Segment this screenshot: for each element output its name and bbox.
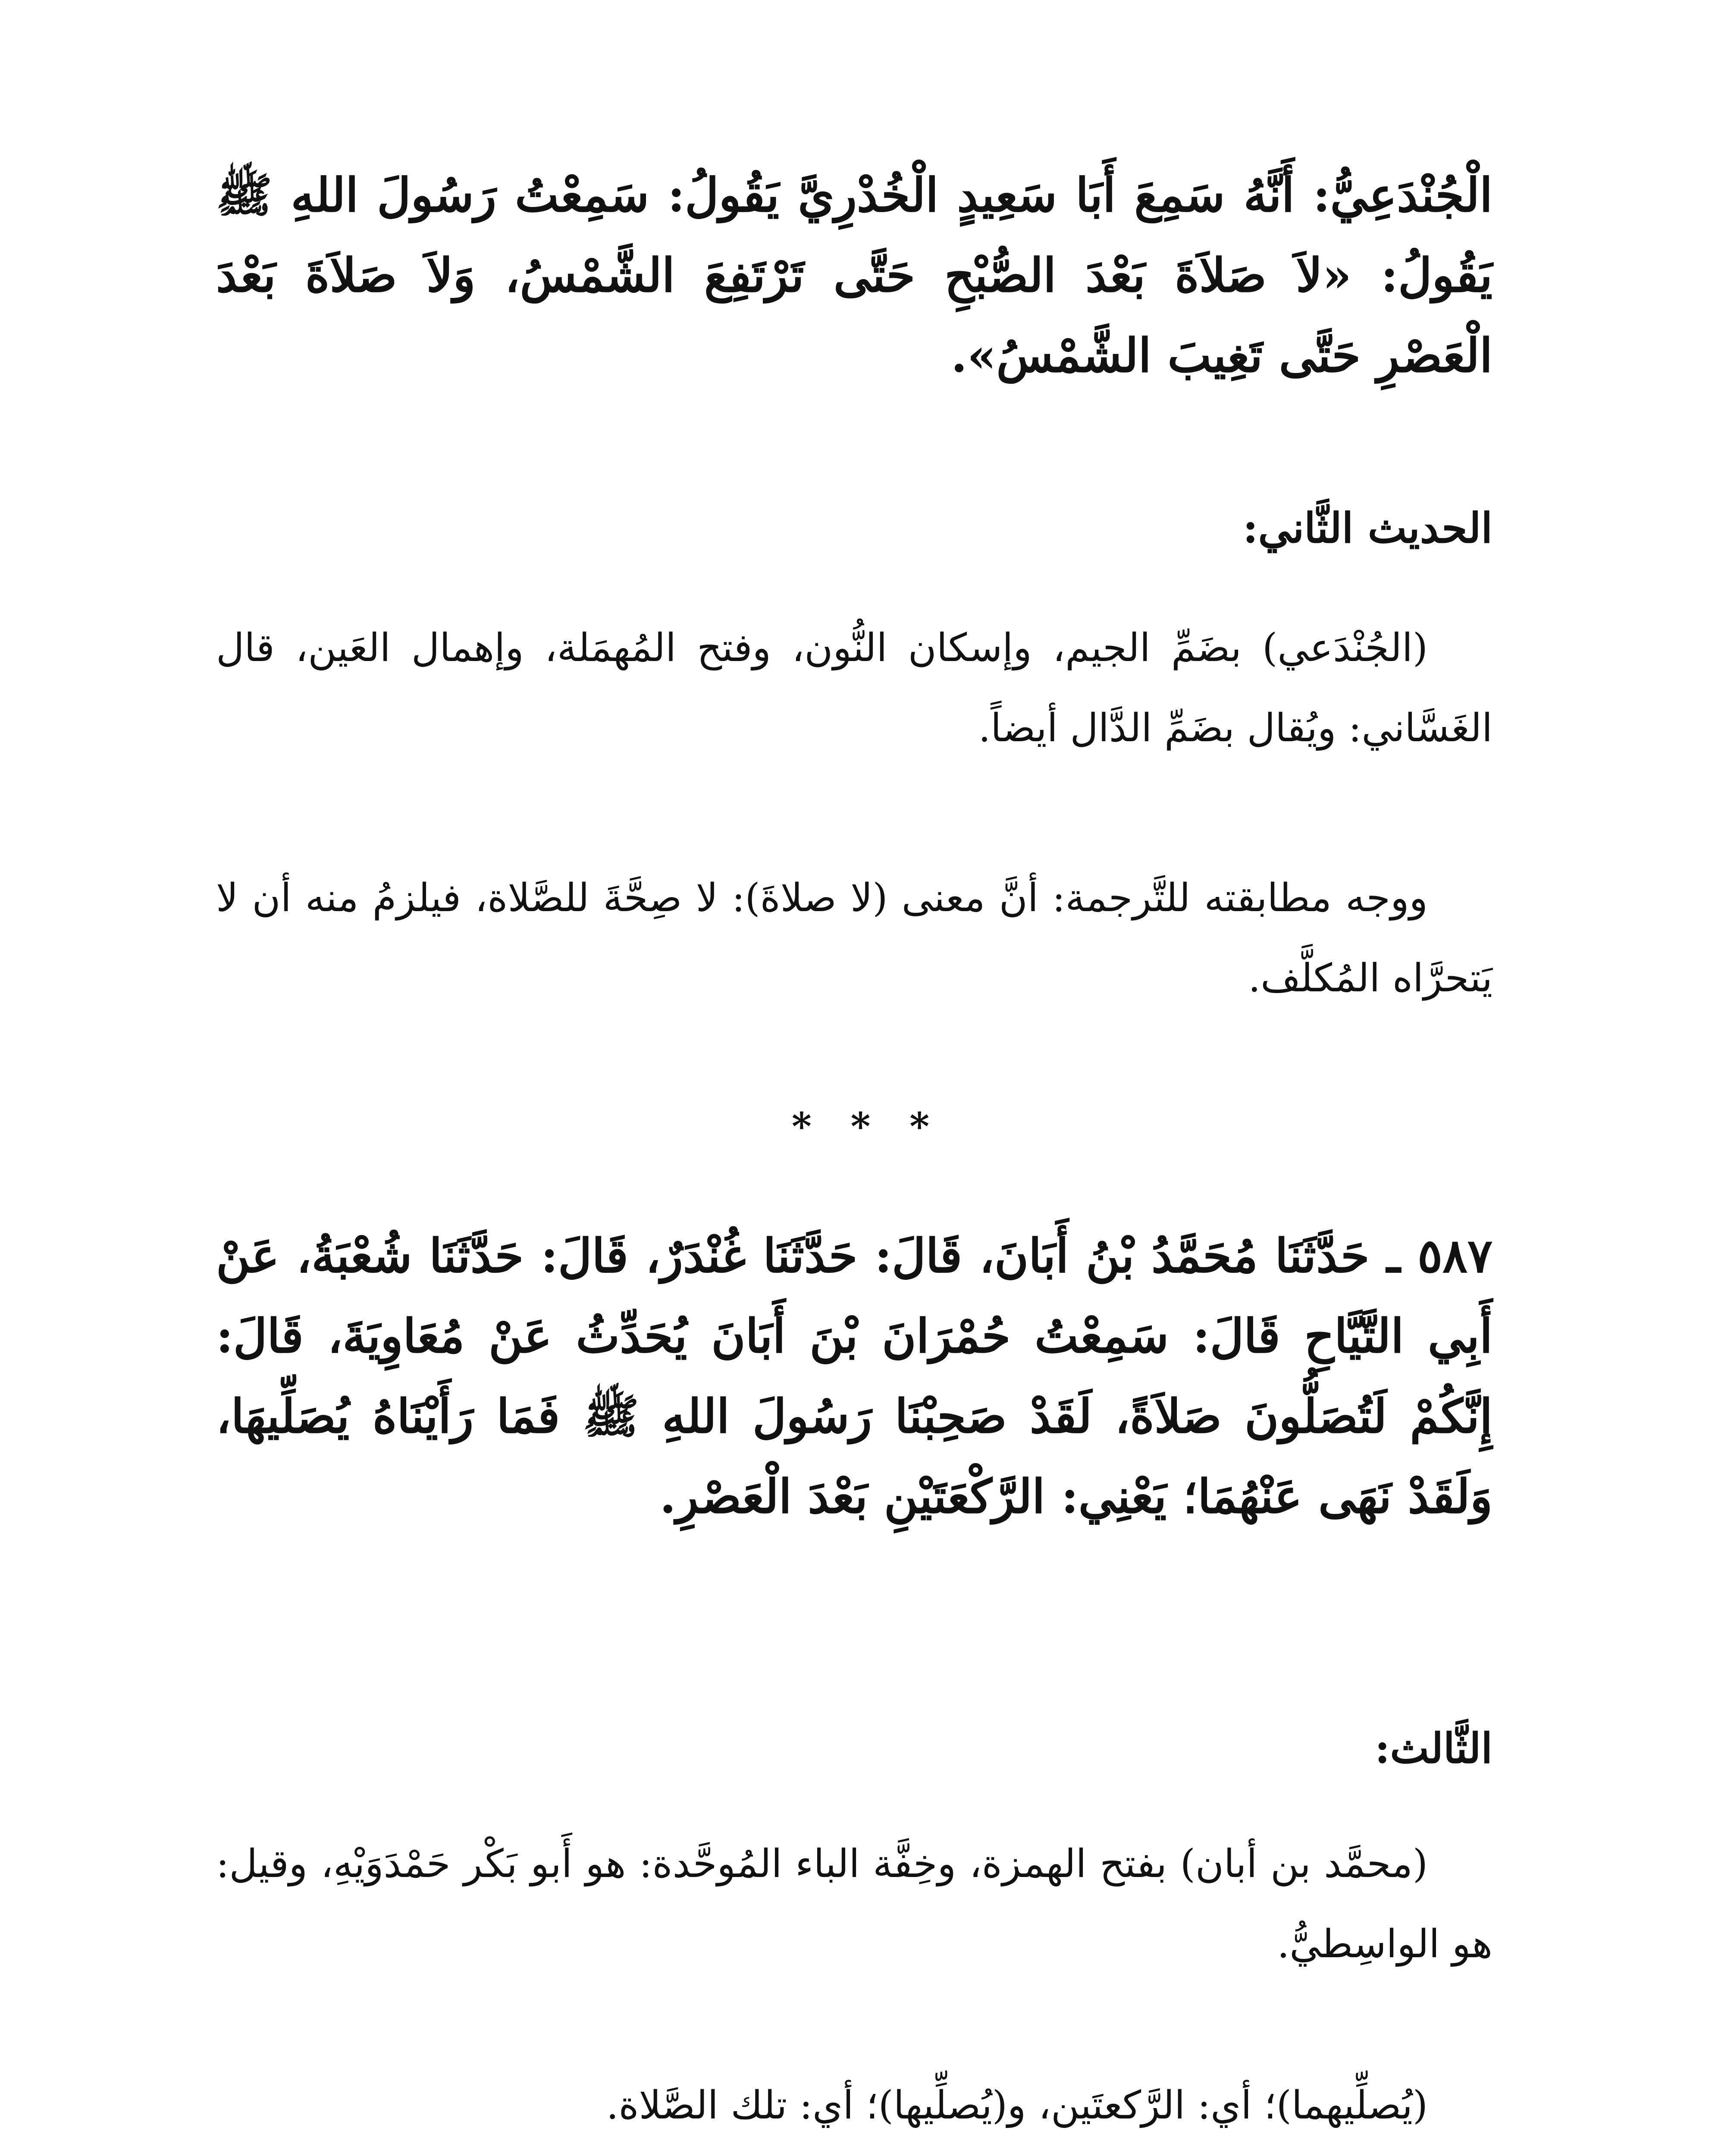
commentary-paragraph: (يُصلِّيهما)؛ أي: الرَّكعتَين، و(يُصلِّيها)؛ أي: تلك الصَّلاة. — [606, 2083, 1428, 2128]
section-separator: * * * — [791, 1104, 943, 1149]
section-heading-third: الثَّالث: — [1374, 1724, 1493, 1773]
commentary-paragraph: (الجُنْدَعي) بضَمِّ الجيم، وإسكان النُّون، وفتح المُهمَلة، وإهمال العَين، قال الغَسَّاني: ويُقال بضَمِّ الدَّال أيضاً. — [216, 625, 1493, 751]
section-heading-second-hadith: الحديث الثَّاني: — [1243, 504, 1493, 552]
hadith-text-continuation: الْجُنْدَعِيُّ: أَنَّهُ سَمِعَ أَبَا سَعِيدٍ الْخُدْرِيَّ يَقُولُ: سَمِعْتُ رَسُولَ اللهِ ﷺ يَقُولُ: «لاَ صَلاَةَ بَعْدَ الصُّبْحِ حَتَّى تَرْتَفِعَ الشَّمْسُ، وَلاَ صَلاَةَ بَعْدَ الْعَصْرِ حَتَّى تَغِيبَ الشَّمْسُ». — [216, 168, 1493, 383]
commentary-paragraph: (محمَّد بن أبان) بفتح الهمزة، وخِفَّة الباء المُوحَّدة: هو أَبو بَكْر حَمْدَوَيْهِ، وقيل: هو الواسِطيُّ. — [216, 1841, 1493, 1967]
hadith-587-text: ٥٨٧ ـ حَدَّثَنَا مُحَمَّدُ بْنُ أَبَانَ، قَالَ: حَدَّثَنَا غُنْدَرٌ، قَالَ: حَدَّثَنَا شُعْبَةُ، عَنْ أَبِي التَّيَّاحِ قَالَ: سَمِعْتُ حُمْرَانَ بْنَ أَبَانَ يُحَدِّثُ عَنْ مُعَاوِيَةَ، قَالَ: إِنَّكُمْ لَتُصَلُّونَ صَلاَةً، لَقَدْ صَحِبْنَا رَسُولَ اللهِ ﷺ فَمَا رَأَيْنَاهُ يُصَلِّيهَا، وَلَقَدْ نَهَى عَنْهُمَا؛ يَعْنِي: الرَّكْعَتَيْنِ بَعْدَ الْعَصْرِ. — [216, 1229, 1493, 1524]
commentary-paragraph: ووجه مطابقته للتَّرجمة: أنَّ معنى (لا صلاةَ): لا صِحَّةَ للصَّلاة، فيلزمُ منه أن لا يَتحرَّاه المُكلَّف. — [216, 875, 1493, 1001]
